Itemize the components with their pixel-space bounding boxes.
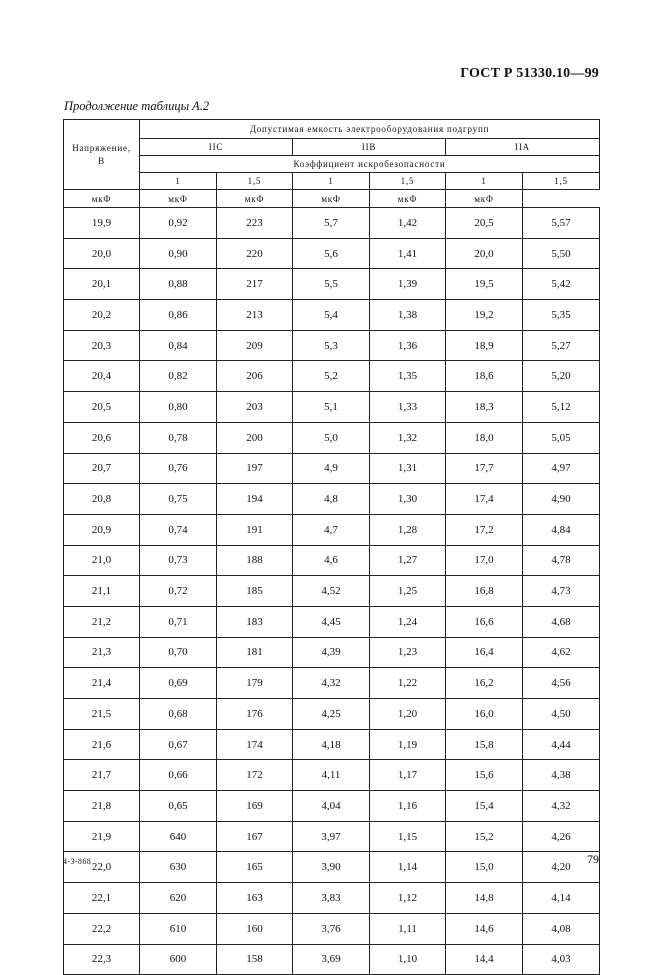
capacitance-cell: 169 [217,791,293,822]
table-row [64,606,600,637]
table-row [64,913,600,944]
capacitance-cell: 188 [217,545,293,576]
capacitance-cell: 4,04 [293,791,370,822]
capacitance-cell: 5,5 [293,269,370,300]
factor-cell: 1 [140,173,217,190]
voltage-cell: 21,9 [64,821,140,852]
capacitance-cell: 4,25 [293,699,370,730]
table-row [64,821,600,852]
capacitance-cell: 1,15 [370,821,446,852]
capacitance-cell: 14,4 [446,944,523,975]
capacitance-cell: 197 [217,453,293,484]
capacitance-cell: 0,74 [140,514,217,545]
capacitance-cell: 5,1 [293,392,370,423]
capacitance-cell: 18,6 [446,361,523,392]
capacitance-cell: 4,90 [523,484,600,515]
table-row [64,729,600,760]
voltage-cell: 20,7 [64,453,140,484]
capacitance-cell: 1,28 [370,514,446,545]
capacitance-cell: 5,4 [293,300,370,331]
capacitance-cell: 1,42 [370,208,446,239]
capacitance-cell: 4,9 [293,453,370,484]
factor-cell: 1 [293,173,370,190]
capacitance-cell: 5,20 [523,361,600,392]
capacitance-cell: 16,8 [446,576,523,607]
capacitance-cell: 213 [217,300,293,331]
capacitance-cell: 640 [140,821,217,852]
voltage-cell: 21,2 [64,606,140,637]
table-row [64,545,600,576]
capacitance-cell: 0,92 [140,208,217,239]
capacitance-cell: 165 [217,852,293,883]
capacitance-cell: 1,31 [370,453,446,484]
capacitance-cell: 181 [217,637,293,668]
factor-cell: 1 [446,173,523,190]
table-row [64,422,600,453]
capacitance-cell: 1,12 [370,883,446,914]
capacitance-cell: 15,6 [446,760,523,791]
capacitance-cell: 19,5 [446,269,523,300]
voltage-cell: 22,3 [64,944,140,975]
capacitance-cell: 200 [217,422,293,453]
print-code: 4-3-868 [63,857,92,866]
capacitance-cell: 1,23 [370,637,446,668]
capacitance-cell: 4,44 [523,729,600,760]
capacitance-cell: 5,0 [293,422,370,453]
capacitance-cell: 14,8 [446,883,523,914]
capacitance-cell: 3,90 [293,852,370,883]
capacitance-cell: 17,0 [446,545,523,576]
capacitance-cell: 0,71 [140,606,217,637]
capacitance-cell: 4,84 [523,514,600,545]
table-row [64,300,600,331]
capacitance-cell: 0,82 [140,361,217,392]
capacitance-cell: 3,83 [293,883,370,914]
capacitance-cell: 191 [217,514,293,545]
capacitance-cell: 5,7 [293,208,370,239]
capacitance-cell: 1,35 [370,361,446,392]
voltage-cell: 20,3 [64,330,140,361]
capacitance-cell: 4,32 [523,791,600,822]
capacitance-cell: 4,45 [293,606,370,637]
capacitance-cell: 0,69 [140,668,217,699]
capacitance-cell: 4,97 [523,453,600,484]
capacitance-cell: 16,2 [446,668,523,699]
capacitance-cell: 174 [217,729,293,760]
capacitance-cell: 16,4 [446,637,523,668]
table-row [64,361,600,392]
voltage-cell: 22,0 [64,852,140,883]
voltage-cell: 20,5 [64,392,140,423]
capacitance-cell: 1,16 [370,791,446,822]
unit-cell: мкФ [140,190,217,208]
group-header-iib: IIB [293,139,446,156]
table-row [64,791,600,822]
table-row [64,883,600,914]
unit-cell: мкФ [217,190,293,208]
capacitance-cell: 4,14 [523,883,600,914]
voltage-header-line1: Напряжение, [72,143,131,154]
capacitance-cell: 0,86 [140,300,217,331]
voltage-cell: 20,6 [64,422,140,453]
voltage-cell: 20,0 [64,238,140,269]
table-row [64,484,600,515]
capacitance-cell: 5,42 [523,269,600,300]
table-caption: Продолжение таблицы А.2 [64,99,210,113]
capacitance-cell: 600 [140,944,217,975]
table-row [64,852,600,883]
voltage-cell: 21,5 [64,699,140,730]
capacitance-cell: 209 [217,330,293,361]
capacitance-cell: 4,03 [523,944,600,975]
capacitance-cell: 15,2 [446,821,523,852]
voltage-cell: 20,8 [64,484,140,515]
voltage-header-line2: В [98,155,105,166]
capacitance-cell: 172 [217,760,293,791]
voltage-cell: 19,9 [64,208,140,239]
table-row [64,392,600,423]
capacitance-cell: 0,72 [140,576,217,607]
capacitance-cell: 206 [217,361,293,392]
capacitance-cell: 1,24 [370,606,446,637]
capacitance-cell: 176 [217,699,293,730]
capacitance-cell: 20,5 [446,208,523,239]
capacitance-cell: 4,26 [523,821,600,852]
capacitance-cell: 1,38 [370,300,446,331]
factor-cell: 1,5 [523,173,600,190]
voltage-cell: 21,4 [64,668,140,699]
safety-factor-header: Коэффициент искробезопасности [140,156,600,173]
capacitance-cell: 3,76 [293,913,370,944]
capacitance-cell: 217 [217,269,293,300]
capacitance-cell: 17,2 [446,514,523,545]
capacitance-cell: 15,0 [446,852,523,883]
capacitance-cell: 220 [217,238,293,269]
capacitance-cell: 18,3 [446,392,523,423]
capacitance-cell: 5,2 [293,361,370,392]
capacitance-cell: 15,4 [446,791,523,822]
capacitance-cell: 1,25 [370,576,446,607]
capacitance-cell: 194 [217,484,293,515]
capacitance-cell: 1,41 [370,238,446,269]
capacitance-cell: 18,0 [446,422,523,453]
capacitance-cell: 5,05 [523,422,600,453]
capacitance-cell: 5,6 [293,238,370,269]
capacitance-cell: 4,20 [523,852,600,883]
capacitance-cell: 18,9 [446,330,523,361]
capacitance-cell: 0,84 [140,330,217,361]
capacitance-cell: 167 [217,821,293,852]
capacitance-cell: 0,90 [140,238,217,269]
capacitance-cell: 5,3 [293,330,370,361]
capacitance-cell: 4,68 [523,606,600,637]
capacitance-cell: 1,33 [370,392,446,423]
table-row [64,453,600,484]
capacitance-cell: 4,52 [293,576,370,607]
capacitance-cell: 4,32 [293,668,370,699]
capacitance-cell: 1,20 [370,699,446,730]
capacitance-cell: 1,17 [370,760,446,791]
capacitance-cell: 0,68 [140,699,217,730]
table-row [64,576,600,607]
capacitance-cell: 630 [140,852,217,883]
voltage-cell: 22,1 [64,883,140,914]
unit-cell: мкФ [293,190,370,208]
capacitance-cell: 3,69 [293,944,370,975]
voltage-cell: 20,4 [64,361,140,392]
voltage-header [64,120,140,190]
capacitance-cell: 0,76 [140,453,217,484]
page-number: 79 [587,852,599,866]
capacitance-cell: 17,4 [446,484,523,515]
unit-cell: мкФ [446,190,523,208]
group-header-iic: IIC [140,139,293,156]
unit-cell: мкФ [64,190,140,208]
capacitance-cell: 1,36 [370,330,446,361]
table-row [64,699,600,730]
factor-cell: 1,5 [370,173,446,190]
table-row [64,269,600,300]
capacitance-cell: 1,10 [370,944,446,975]
capacitance-cell: 4,56 [523,668,600,699]
voltage-cell: 21,6 [64,729,140,760]
capacitance-cell: 4,08 [523,913,600,944]
document-code: ГОСТ Р 51330.10—99 [460,66,599,81]
table-row [64,944,600,975]
capacitance-cell: 0,88 [140,269,217,300]
capacitance-cell: 16,6 [446,606,523,637]
capacitance-cell: 4,11 [293,760,370,791]
capacitance-table [63,119,600,975]
capacitance-cell: 620 [140,883,217,914]
capacitance-cell: 4,6 [293,545,370,576]
voltage-cell: 20,9 [64,514,140,545]
voltage-cell: 22,2 [64,913,140,944]
group-header-iia: IIA [446,139,600,156]
table-body [64,208,600,975]
capacitance-cell: 185 [217,576,293,607]
voltage-cell: 21,8 [64,791,140,822]
voltage-cell: 20,1 [64,269,140,300]
capacitance-cell: 16,0 [446,699,523,730]
capacitance-cell: 203 [217,392,293,423]
capacitance-cell: 0,78 [140,422,217,453]
capacitance-cell: 1,19 [370,729,446,760]
capacitance-cell: 15,8 [446,729,523,760]
voltage-cell: 21,1 [64,576,140,607]
table-row [64,668,600,699]
capacitance-cell: 4,78 [523,545,600,576]
capacitance-cell: 5,12 [523,392,600,423]
unit-cell: мкФ [370,190,446,208]
capacitance-cell: 0,67 [140,729,217,760]
capacitance-cell: 4,38 [523,760,600,791]
table-row [64,238,600,269]
capacitance-cell: 0,80 [140,392,217,423]
capacitance-cell: 1,39 [370,269,446,300]
capacitance-cell: 4,50 [523,699,600,730]
capacitance-cell: 0,73 [140,545,217,576]
voltage-cell: 20,2 [64,300,140,331]
capacitance-cell: 4,8 [293,484,370,515]
capacitance-cell: 4,62 [523,637,600,668]
capacitance-cell: 5,27 [523,330,600,361]
capacitance-header: Допустимая емкость электрооборудования подгрупп [140,120,600,139]
voltage-cell: 21,7 [64,760,140,791]
capacitance-cell: 1,22 [370,668,446,699]
capacitance-cell: 163 [217,883,293,914]
capacitance-cell: 0,66 [140,760,217,791]
capacitance-cell: 1,11 [370,913,446,944]
capacitance-cell: 20,0 [446,238,523,269]
voltage-cell: 21,3 [64,637,140,668]
capacitance-cell: 0,75 [140,484,217,515]
capacitance-cell: 17,7 [446,453,523,484]
table-row [64,760,600,791]
capacitance-cell: 4,7 [293,514,370,545]
capacitance-cell: 1,30 [370,484,446,515]
capacitance-cell: 158 [217,944,293,975]
capacitance-cell: 1,27 [370,545,446,576]
voltage-cell: 21,0 [64,545,140,576]
capacitance-cell: 0,65 [140,791,217,822]
table-row [64,208,600,239]
capacitance-cell: 610 [140,913,217,944]
capacitance-cell: 0,70 [140,637,217,668]
capacitance-cell: 160 [217,913,293,944]
capacitance-cell: 179 [217,668,293,699]
capacitance-cell: 14,6 [446,913,523,944]
capacitance-cell: 183 [217,606,293,637]
capacitance-cell: 1,32 [370,422,446,453]
factor-cell: 1,5 [217,173,293,190]
capacitance-cell: 4,18 [293,729,370,760]
capacitance-cell: 5,50 [523,238,600,269]
capacitance-cell: 4,39 [293,637,370,668]
capacitance-cell: 223 [217,208,293,239]
capacitance-cell: 5,35 [523,300,600,331]
capacitance-cell: 3,97 [293,821,370,852]
table-row [64,514,600,545]
capacitance-cell: 1,14 [370,852,446,883]
capacitance-cell: 5,57 [523,208,600,239]
table-row [64,330,600,361]
capacitance-cell: 19,2 [446,300,523,331]
capacitance-cell: 4,73 [523,576,600,607]
table-row [64,637,600,668]
